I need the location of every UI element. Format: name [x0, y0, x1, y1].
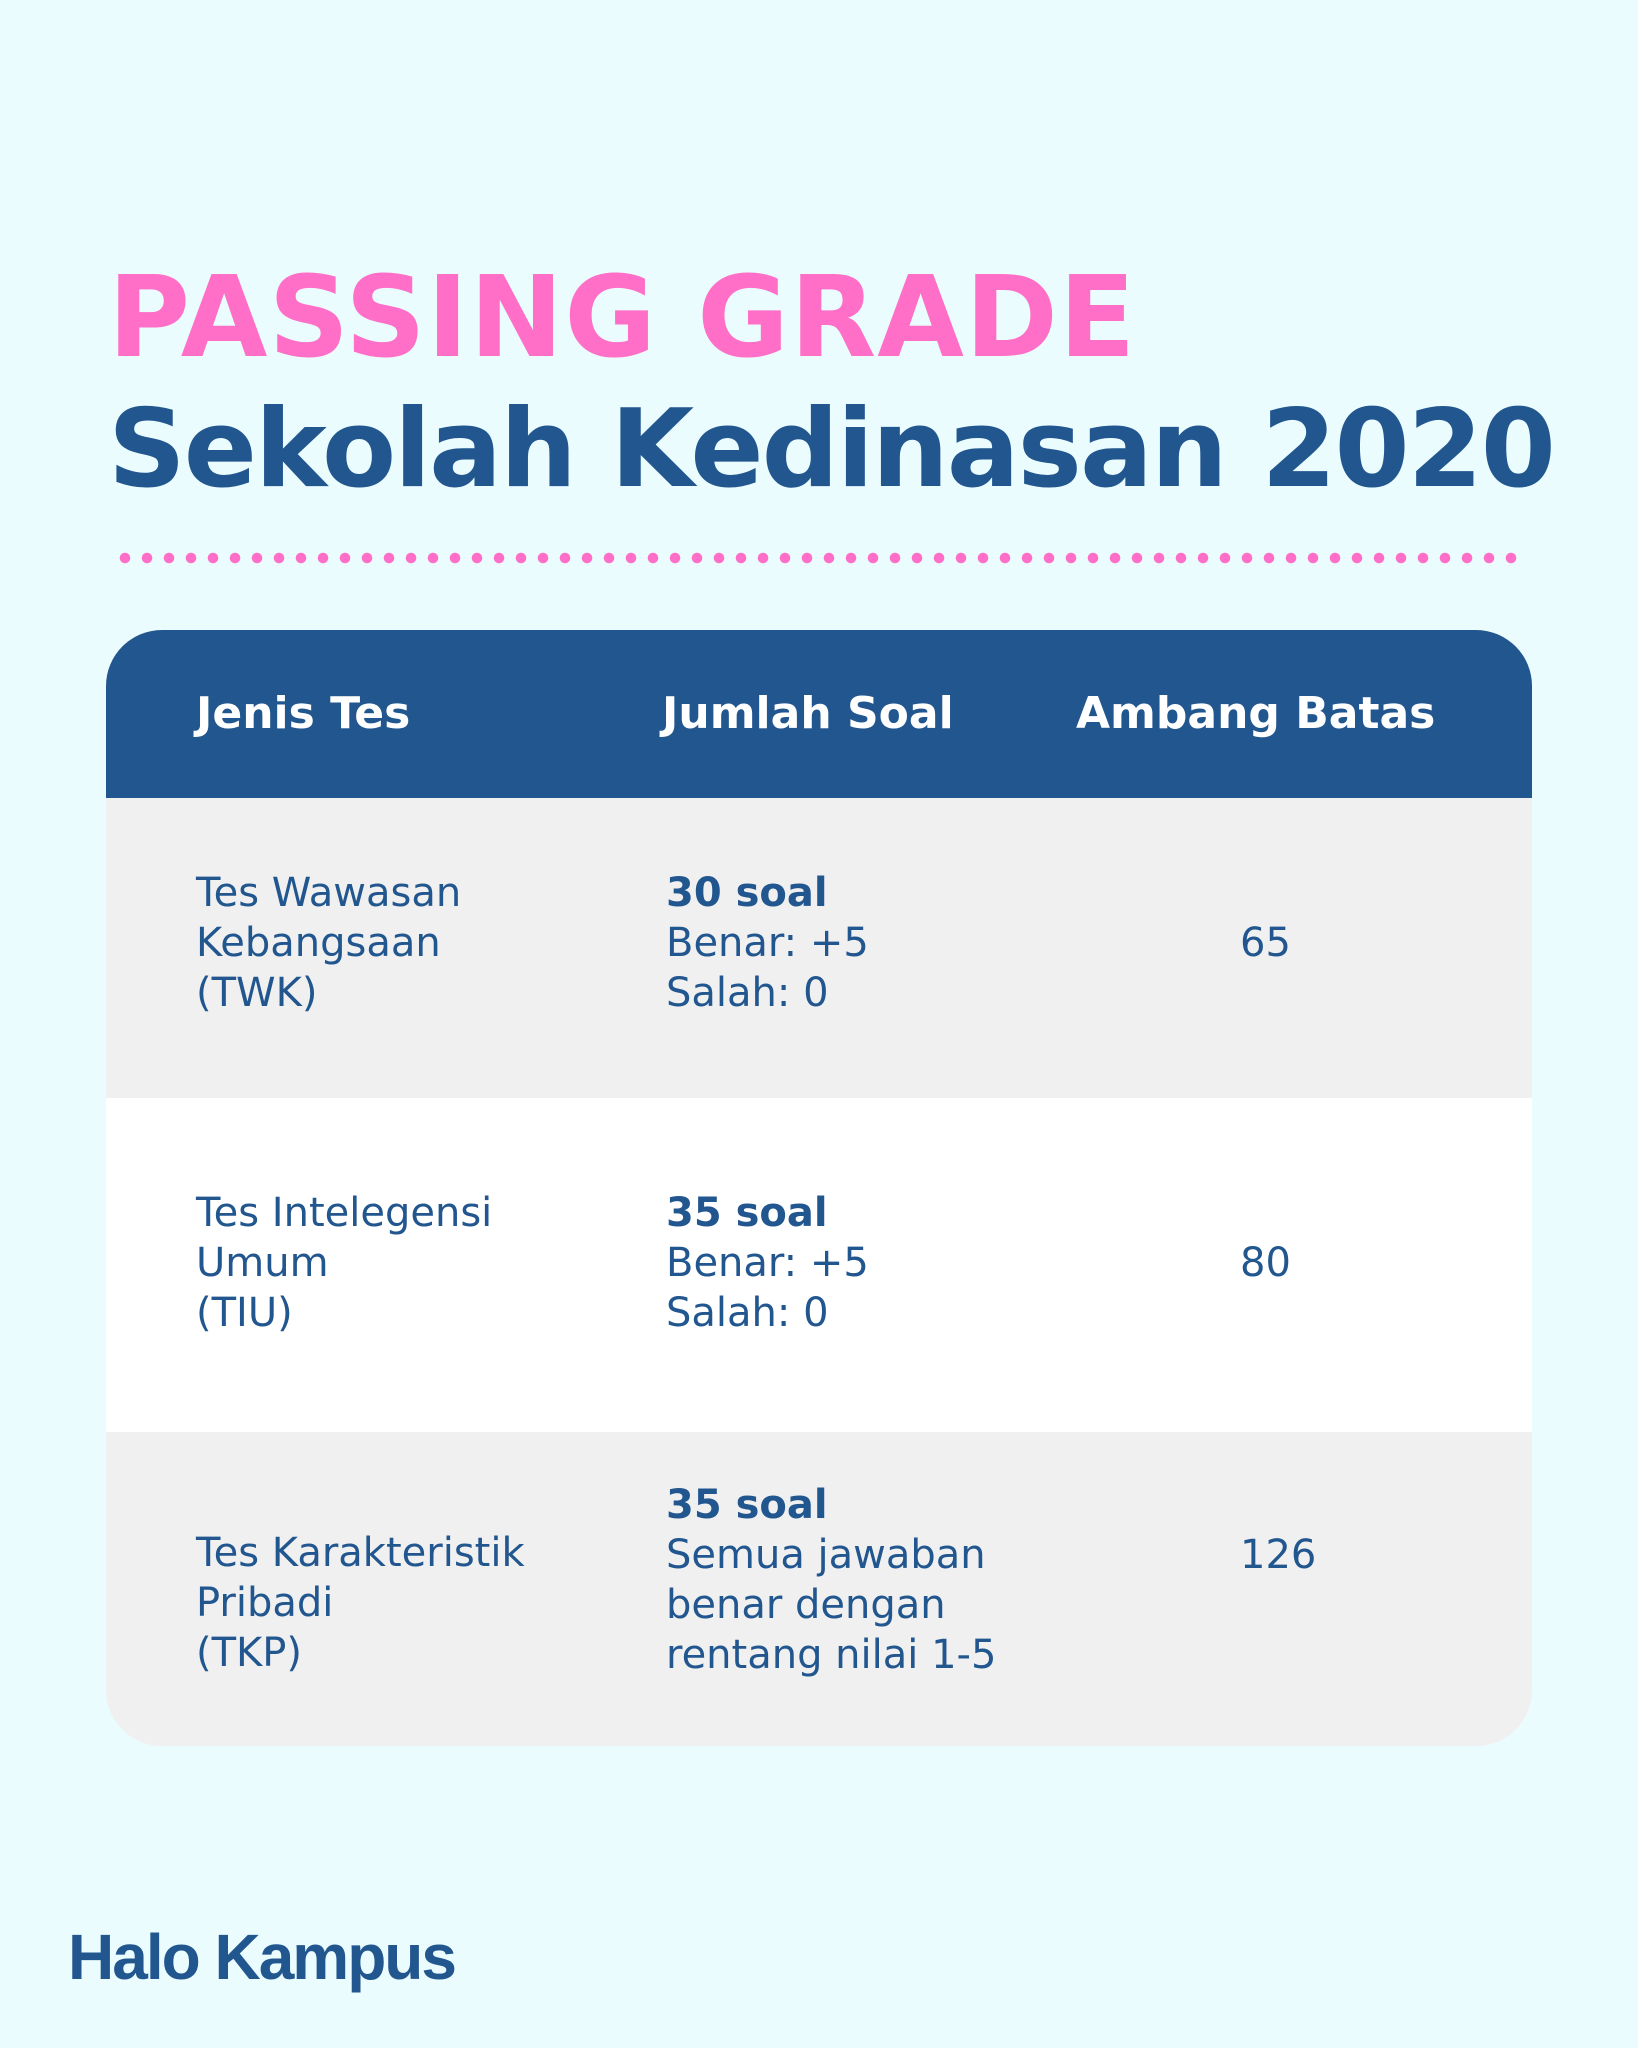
jenis-tes-line: Tes Karakteristik [196, 1530, 525, 1576]
cell-ambang-batas [1240, 1530, 1316, 1580]
scoring-line: Benar: +5 [666, 920, 869, 966]
table-header [106, 630, 1532, 798]
cell-jumlah-soal [666, 868, 869, 1018]
question-count: 30 soal [666, 870, 828, 916]
cell-jenis-tes [196, 868, 461, 1018]
threshold-value: 126 [1240, 1532, 1317, 1578]
question-count: 35 soal [666, 1190, 828, 1236]
cell-jenis-tes [196, 1188, 492, 1338]
column-header-jenis-tes: Jenis Tes [196, 688, 411, 739]
cell-jumlah-soal [666, 1480, 996, 1680]
dotted-divider [114, 552, 1522, 564]
threshold-value: 80 [1240, 1240, 1291, 1286]
brand-logo: Halo Kampus [68, 1921, 455, 1993]
scoring-line: Salah: 0 [666, 1290, 829, 1336]
jenis-tes-line: Kebangsaan [196, 920, 441, 966]
table-row [106, 798, 1532, 1128]
table-row [106, 1098, 1532, 1432]
page-subtitle: Sekolah Kedinasan 2020 [108, 387, 1554, 512]
passing-grade-table [106, 630, 1532, 1746]
column-header-ambang-batas: Ambang Batas [1076, 688, 1436, 739]
table-row [106, 1432, 1532, 1746]
page-title: PASSING GRADE [108, 253, 1137, 383]
scoring-line: rentang nilai 1-5 [666, 1632, 997, 1678]
scoring-line: Salah: 0 [666, 970, 829, 1016]
jenis-tes-line: Tes Wawasan [196, 870, 462, 916]
column-header-jumlah-soal: Jumlah Soal [662, 688, 954, 739]
scoring-line: Benar: +5 [666, 1240, 869, 1286]
jenis-tes-line: Umum [196, 1240, 329, 1286]
cell-ambang-batas [1240, 918, 1291, 968]
threshold-value: 65 [1240, 920, 1291, 966]
scoring-line: benar dengan [666, 1582, 946, 1628]
cell-jenis-tes [196, 1528, 525, 1678]
jenis-tes-line: (TIU) [196, 1290, 293, 1336]
cell-jumlah-soal [666, 1188, 869, 1338]
jenis-tes-line: Tes Intelegensi [196, 1190, 493, 1236]
cell-ambang-batas [1240, 1238, 1291, 1288]
question-count: 35 soal [666, 1482, 828, 1528]
jenis-tes-line: Pribadi [196, 1580, 334, 1626]
jenis-tes-line: (TWK) [196, 970, 318, 1016]
jenis-tes-line: (TKP) [196, 1630, 302, 1676]
scoring-line: Semua jawaban [666, 1532, 986, 1578]
